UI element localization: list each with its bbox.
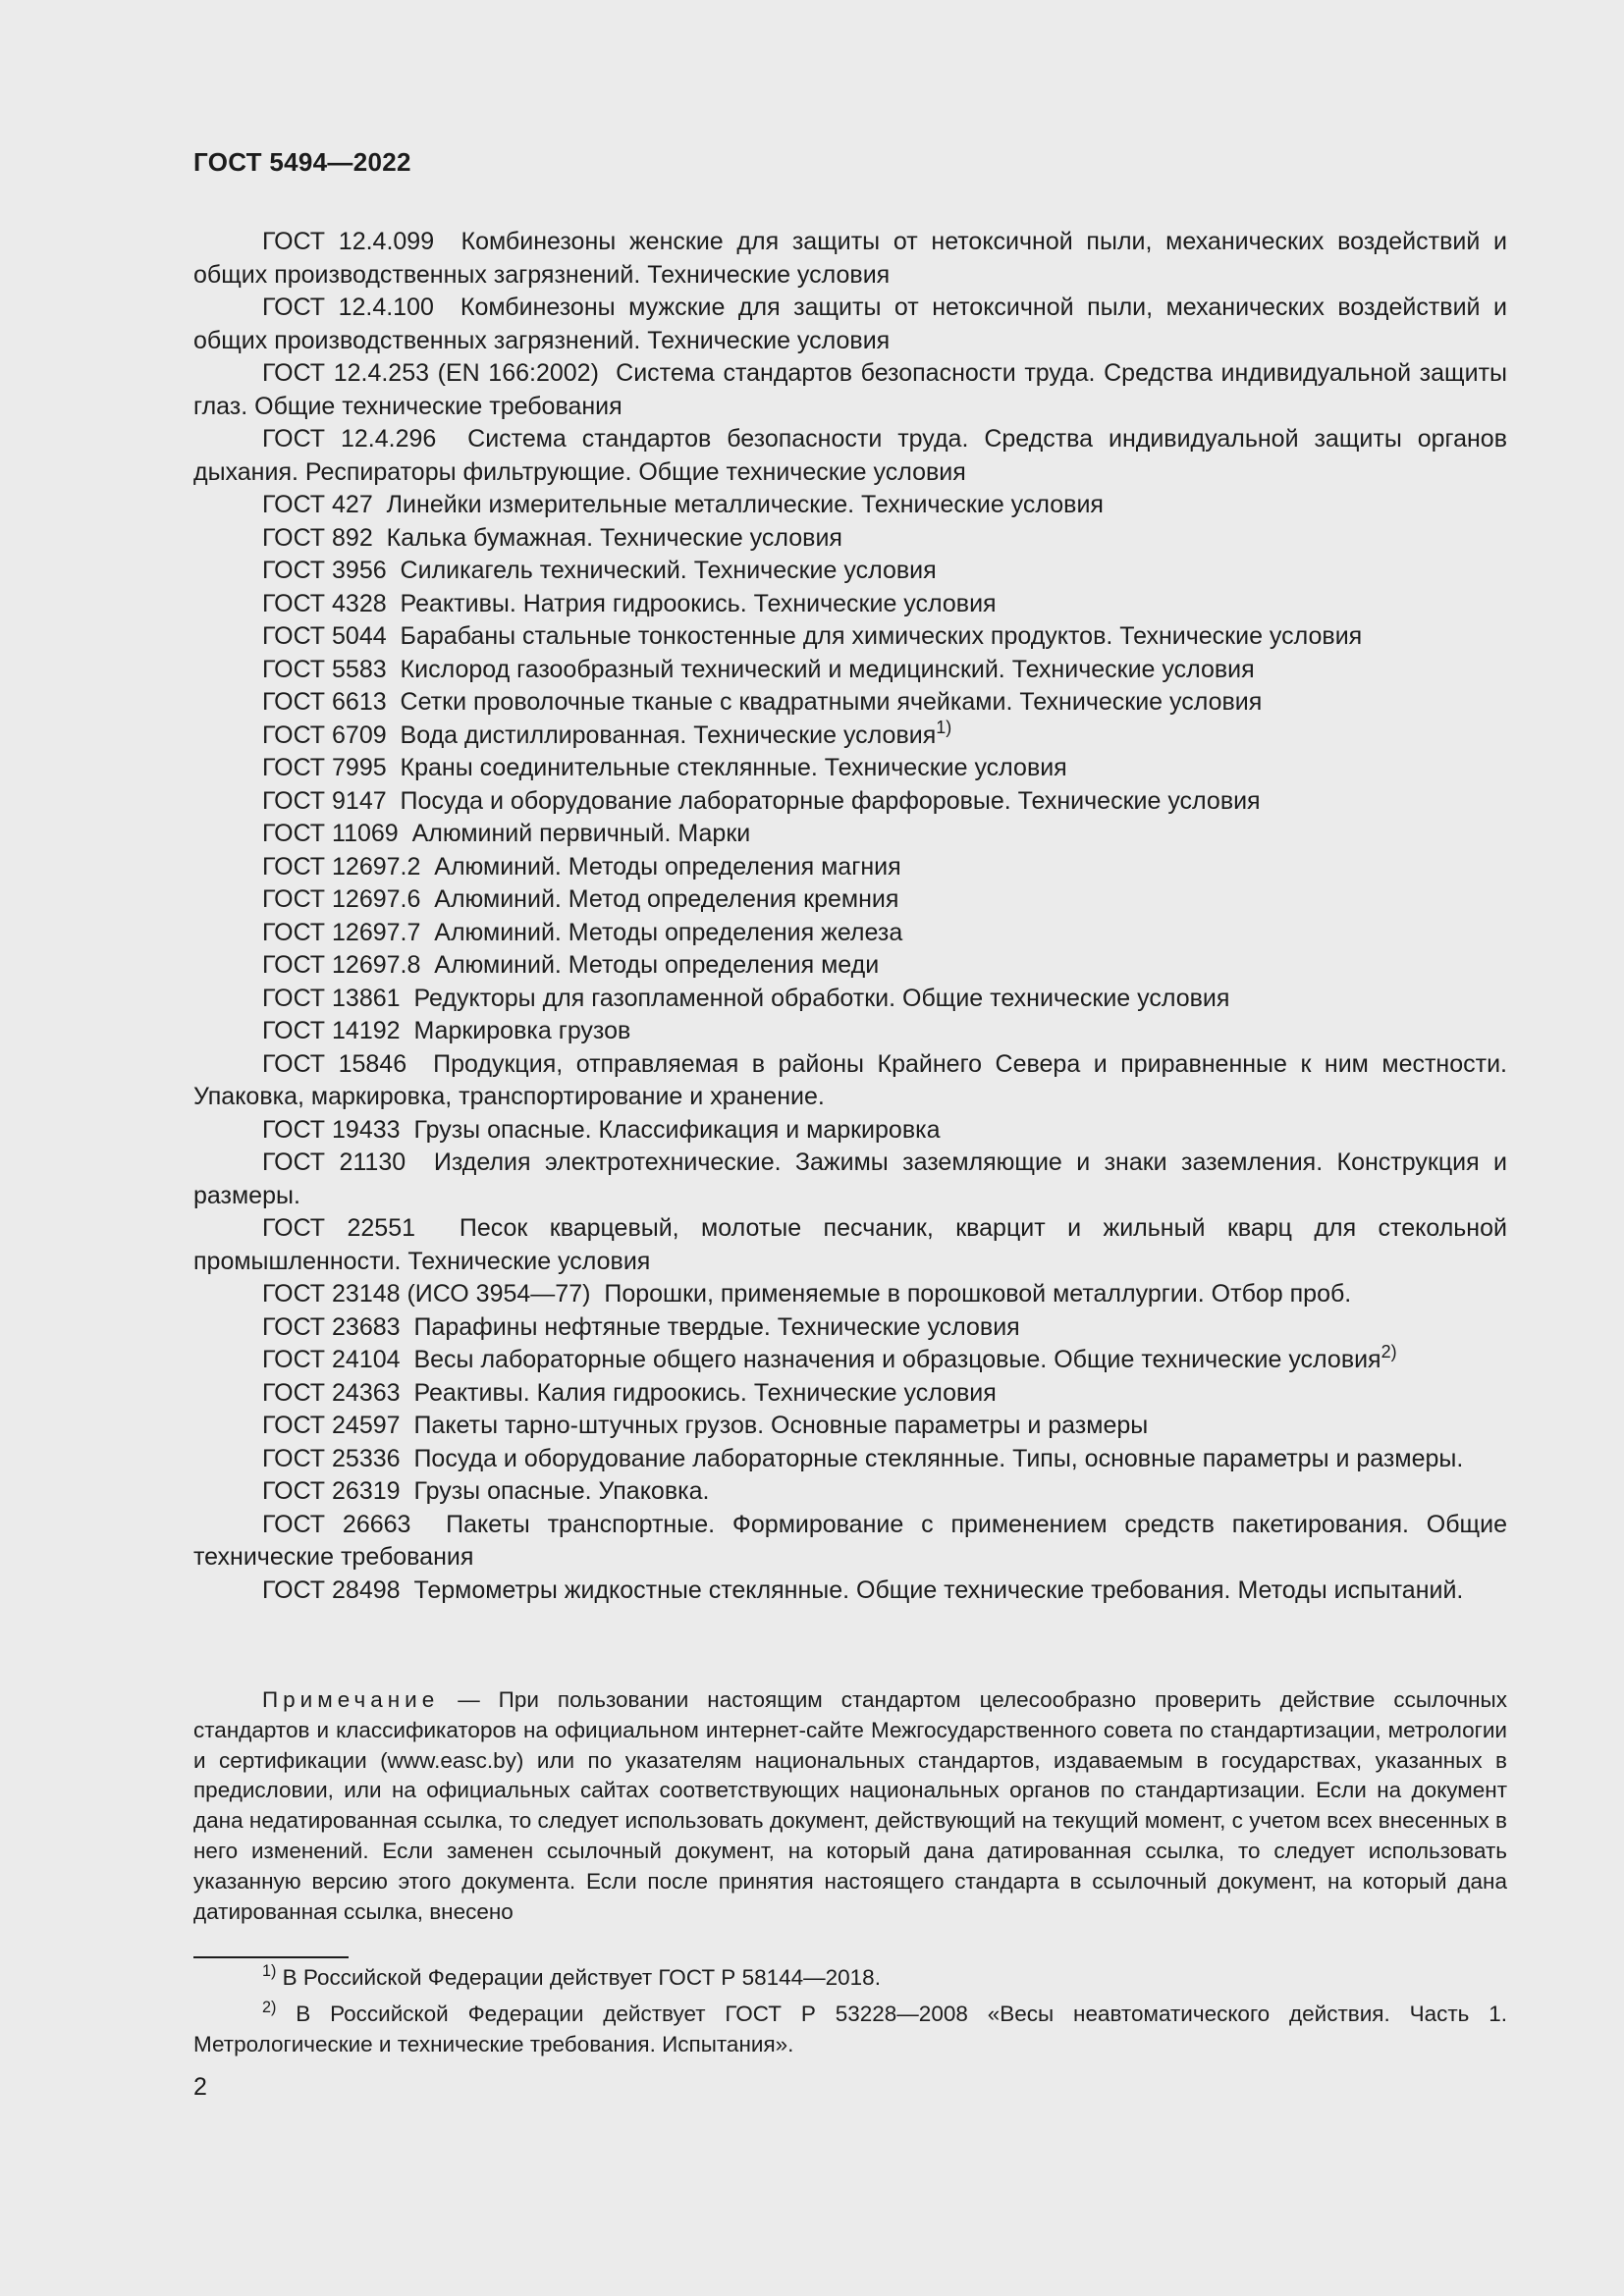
reference-code: ГОСТ 11069 — [262, 820, 399, 847]
reference-title: Пакеты тарно-штучных грузов. Основные параметры и размеры — [413, 1412, 1149, 1439]
reference-item — [193, 752, 1507, 785]
reference-item — [193, 1278, 1507, 1311]
reference-item — [193, 1212, 1514, 1278]
reference-title: Система стандартов безопасности труда. Средства индивидуальной защиты глаз. Общие технические требования — [193, 359, 1514, 420]
footnote-mark: 1) — [262, 1962, 277, 1981]
reference-code: ГОСТ 12697.6 — [262, 885, 421, 913]
reference-title: Грузы опасные. Упаковка. — [413, 1477, 710, 1505]
footnote-ref-mark: 1) — [936, 717, 952, 737]
reference-code: ГОСТ 5583 — [262, 655, 387, 683]
reference-title: Парафины нефтяные твердые. Технические условия — [413, 1312, 1020, 1341]
reference-code: ГОСТ 23148 (ИСО 3954—77) — [262, 1280, 591, 1308]
reference-item — [193, 785, 1507, 819]
reference-code: ГОСТ 9147 — [262, 786, 387, 815]
note-dash: — — [458, 1687, 480, 1712]
reference-title: Алюминий. Методы определения меди — [434, 951, 880, 979]
reference-title: Порошки, применяемые в порошковой металлургии. Отбор проб. — [604, 1280, 1352, 1308]
reference-item — [193, 917, 1507, 950]
reference-code: ГОСТ 21130 — [262, 1148, 406, 1176]
reference-title: Посуда и оборудование лабораторные стеклянные. Типы, основные параметры и размеры. — [413, 1444, 1464, 1472]
note-text: При пользовании настоящим стандартом целесообразно проверить действие ссылочных стандартов и классификаторов на официальном интернет-сайте Межгосударственного совета по стандартизации, метрологии и сертификации (www.easc.by) или по указателям национальных стандартов, издаваемым в государствах, указанных в предисловии, или на официальных сайтах соответствующих национальных органов по стандартизации. Если на документ дана недатированная ссылка, то следует использовать документ, действующий на текущий момент, с учетом всех внесенных в него изменений. Если заменен ссылочный документ, на который дана датированная ссылка, то следует использовать указанную версию этого документа. Если после принятия настоящего стандарта в ссылочный документ, на который дана датированная ссылка, внесено — [193, 1687, 1507, 1924]
reference-title: Посуда и оборудование лабораторные фарфоровые. Технические условия — [400, 786, 1261, 815]
reference-title: Калька бумажная. Технические условия — [386, 523, 842, 552]
reference-item — [193, 1311, 1507, 1345]
reference-item — [193, 717, 1507, 753]
reference-item — [193, 292, 1514, 357]
reference-code: ГОСТ 427 — [262, 491, 373, 518]
reference-title: Грузы опасные. Классификация и маркировка — [413, 1115, 941, 1144]
page-number: 2 — [193, 2073, 207, 2101]
reference-title: Термометры жидкостные стеклянные. Общие технические требования. Методы испытаний. — [413, 1575, 1464, 1604]
reference-item — [193, 1344, 1507, 1377]
reference-item — [193, 983, 1507, 1016]
reference-code: ГОСТ 24363 — [262, 1378, 401, 1407]
reference-item — [193, 949, 1507, 983]
reference-item — [193, 555, 1507, 588]
reference-title: Краны соединительные стеклянные. Технические условия — [400, 754, 1067, 781]
reference-title: Алюминий. Методы определения магния — [434, 852, 901, 881]
reference-item — [193, 522, 1507, 556]
footnote-separator — [193, 1956, 349, 1958]
footnotes — [193, 1962, 1507, 2065]
reference-code: ГОСТ 6709 — [262, 721, 387, 749]
reference-item — [193, 620, 1507, 654]
reference-code: ГОСТ 24104 — [262, 1346, 401, 1373]
reference-item — [193, 423, 1514, 489]
reference-code: ГОСТ 12697.7 — [262, 918, 421, 946]
reference-title: Алюминий. Метод определения кремния — [434, 885, 899, 913]
note-paragraph — [193, 1685, 1507, 1927]
reference-item — [193, 654, 1507, 687]
reference-code: ГОСТ 23683 — [262, 1312, 401, 1341]
reference-title: Вода дистиллированная. Технические условия — [400, 721, 937, 749]
footnote — [193, 1999, 1507, 2059]
reference-code: ГОСТ 12.4.099 — [262, 228, 435, 255]
reference-title: Весы лабораторные общего назначения и образцовые. Общие технические условия — [413, 1346, 1381, 1373]
reference-code: ГОСТ 19433 — [262, 1115, 401, 1144]
reference-title: Система стандартов безопасности труда. Средства индивидуальной защиты органов дыхания. Респираторы фильтрующие. Общие технические условия — [193, 425, 1514, 486]
reference-item — [193, 818, 1507, 851]
reference-title: Песок кварцевый, молотые песчаник, кварцит и жильный кварц для стекольной промышленности. Технические условия — [193, 1214, 1514, 1275]
reference-code: ГОСТ 12.4.296 — [262, 425, 437, 453]
reference-code: ГОСТ 892 — [262, 523, 373, 552]
reference-title: Алюминий первичный. Марки — [411, 820, 751, 847]
footnote-ref-mark: 2) — [1380, 1342, 1397, 1362]
reference-title: Реактивы. Калия гидроокись. Технические условия — [413, 1378, 997, 1407]
reference-title: Барабаны стальные тонкостенные для химических продуктов. Технические условия — [400, 622, 1363, 650]
reference-title: Редукторы для газопламенной обработки. Общие технические условия — [413, 984, 1230, 1012]
reference-item — [193, 851, 1507, 884]
reference-item — [193, 1575, 1507, 1608]
note-label: Примечание — [262, 1687, 440, 1712]
reference-item — [193, 588, 1507, 621]
reference-code: ГОСТ 12.4.100 — [262, 294, 434, 321]
reference-code: ГОСТ 15846 — [262, 1049, 407, 1078]
reference-item — [193, 1048, 1514, 1114]
reference-title: Пакеты транспортные. Формирование с применением средств пакетирования. Общие технические требования — [193, 1510, 1514, 1571]
footnote — [193, 1962, 1507, 1993]
reference-item — [193, 883, 1507, 917]
reference-item — [193, 1509, 1514, 1575]
reference-title: Линейки измерительные металлические. Технические условия — [386, 491, 1104, 518]
reference-code: ГОСТ 12697.8 — [262, 951, 421, 979]
reference-item — [193, 226, 1514, 292]
reference-code: ГОСТ 14192 — [262, 1017, 401, 1044]
reference-title: Продукция, отправляемая в районы Крайнего Севера и приравненные к ним местности. Упаковка, маркировка, транспортирование и хранение. — [193, 1049, 1514, 1110]
reference-item — [193, 1410, 1507, 1443]
reference-code: ГОСТ 25336 — [262, 1444, 401, 1472]
reference-title: Кислород газообразный технический и медицинский. Технические условия — [400, 655, 1255, 683]
reference-title: Реактивы. Натрия гидроокись. Технические условия — [400, 589, 997, 617]
reference-item — [193, 1147, 1514, 1212]
reference-item — [193, 1475, 1507, 1509]
reference-item — [193, 357, 1514, 423]
reference-item — [193, 1443, 1507, 1476]
reference-code: ГОСТ 4328 — [262, 589, 387, 617]
reference-title: Комбинезоны мужские для защиты от нетоксичной пыли, механических воздействий и общих производственных загрязнений. Технические условия — [193, 294, 1514, 354]
reference-item — [193, 1114, 1507, 1148]
reference-code: ГОСТ 5044 — [262, 622, 387, 650]
reference-code: ГОСТ 28498 — [262, 1575, 401, 1604]
footnote-text: В Российской Федерации действует ГОСТ Р 53228—2008 «Весы неавтоматического действия. Часть 1. Метрологические и технические требования. Испытания». — [193, 2002, 1507, 2056]
reference-item — [193, 686, 1507, 720]
reference-title: Маркировка грузов — [413, 1017, 631, 1044]
reference-item — [193, 1377, 1507, 1411]
reference-code: ГОСТ 26663 — [262, 1510, 411, 1538]
reference-item — [193, 1015, 1507, 1048]
reference-code: ГОСТ 24597 — [262, 1412, 401, 1439]
reference-title: Сетки проволочные тканые с квадратными ячейками. Технические условия — [400, 688, 1263, 716]
footnote-mark: 2) — [262, 1999, 277, 2017]
reference-item — [193, 489, 1507, 522]
reference-code: ГОСТ 6613 — [262, 688, 387, 716]
footnote-text: В Российской Федерации действует ГОСТ Р 58144—2018. — [282, 1965, 881, 1990]
reference-title: Алюминий. Методы определения железа — [434, 918, 903, 946]
reference-title: Силикагель технический. Технические условия — [400, 557, 937, 584]
reference-title: Комбинезоны женские для защиты от нетоксичной пыли, механических воздействий и общих производственных загрязнений. Технические условия — [193, 228, 1514, 289]
reference-code: ГОСТ 3956 — [262, 557, 387, 584]
document-header: ГОСТ 5494—2022 — [193, 147, 411, 177]
reference-code: ГОСТ 13861 — [262, 984, 401, 1012]
normative-references-list — [193, 226, 1514, 1607]
reference-code: ГОСТ 26319 — [262, 1477, 401, 1505]
reference-code: ГОСТ 22551 — [262, 1214, 416, 1242]
reference-code: ГОСТ 12.4.253 (EN 166:2002) — [262, 359, 599, 387]
reference-title: Изделия электротехнические. Зажимы заземляющие и знаки заземления. Конструкция и размеры. — [193, 1148, 1514, 1209]
reference-code: ГОСТ 7995 — [262, 754, 387, 781]
reference-code: ГОСТ 12697.2 — [262, 852, 421, 881]
